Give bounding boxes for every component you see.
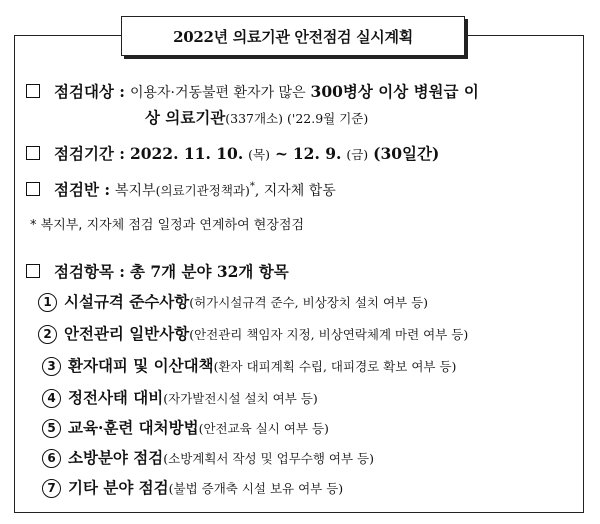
item-row	[42, 386, 318, 408]
team-sub: (의료기관정책과)	[155, 183, 250, 198]
item-detail: (환자 대피계획 수립, 대피경로 확보 여부 등)	[213, 359, 457, 374]
item-detail: (안전관리 책임자 지정, 비상연락체계 마련 여부 등)	[189, 327, 469, 342]
team-line	[26, 178, 336, 200]
checkbox-square-icon	[26, 84, 40, 98]
team-note: * 복지부, 지자체 점검 일정과 연계하여 현장점검	[30, 218, 305, 233]
team-mark: *	[249, 180, 255, 192]
period-duration: (30일간)	[373, 144, 440, 163]
item-row	[38, 290, 428, 312]
item-detail: (안전교육 실시 여부 등)	[198, 421, 329, 436]
target-line-1	[26, 80, 479, 102]
period-start-day: (목)	[248, 147, 270, 162]
item-title: 기타 분야 점검	[68, 478, 169, 497]
circled-number: 1	[38, 293, 57, 312]
circled-number: 5	[42, 419, 61, 438]
document-title: 2022년 의료기관 안전점검 실시계획	[121, 16, 465, 56]
items-line	[26, 260, 289, 282]
item-row	[42, 476, 343, 498]
item-title: 환자대피 및 이산대책	[68, 356, 214, 375]
item-detail: (소방계획서 작성 및 업무수행 여부 등)	[163, 451, 374, 466]
target-bold: 300병상 이상 병원급 이	[310, 82, 479, 101]
circled-number: 4	[42, 389, 61, 408]
item-detail: (허가시설규격 준수, 비상장치 설치 여부 등)	[189, 295, 429, 310]
item-title: 교육·훈련 대처방법	[68, 418, 199, 437]
target-line-2	[145, 106, 368, 128]
item-row	[38, 322, 468, 344]
item-title: 시설규격 준수사항	[64, 292, 190, 311]
target-count: (337개소) ('22.9월 기준)	[225, 111, 369, 126]
period-sep: ~	[274, 144, 288, 163]
target-bold-2: 상 의료기관	[145, 108, 226, 127]
items-label: 점검항목 :	[54, 262, 126, 281]
target-label: 점검대상 :	[54, 82, 126, 101]
item-detail: (자가발전시설 설치 여부 등)	[163, 391, 318, 406]
period-line	[26, 142, 439, 164]
checkbox-square-icon	[26, 146, 40, 160]
circled-number: 2	[38, 325, 57, 344]
period-start: 2022. 11. 10.	[129, 144, 244, 163]
period-end-day: (금)	[346, 147, 369, 162]
checkbox-square-icon	[26, 264, 40, 278]
item-title: 정전사태 대비	[68, 388, 164, 407]
checkbox-square-icon	[26, 182, 40, 196]
circled-number: 3	[42, 357, 61, 376]
item-row	[42, 446, 374, 468]
team-rest: , 지자체 합동	[254, 183, 336, 199]
item-row	[42, 416, 329, 438]
circled-number: 7	[42, 479, 61, 498]
target-desc: 이용자·거동불편 환자가 많은	[129, 85, 306, 101]
item-row	[42, 354, 456, 376]
team-label: 점검반 :	[54, 180, 111, 199]
items-summary: 총 7개 분야 32개 항목	[129, 262, 289, 281]
item-title: 소방분야 점검	[68, 448, 164, 467]
item-detail: (불법 증개축 시설 보유 여부 등)	[168, 481, 344, 496]
item-title: 안전관리 일반사항	[64, 324, 190, 343]
circled-number: 6	[42, 449, 61, 468]
period-end: 12. 9.	[292, 144, 342, 163]
period-label: 점검기간 :	[54, 144, 126, 163]
team-main: 복지부	[114, 183, 156, 199]
